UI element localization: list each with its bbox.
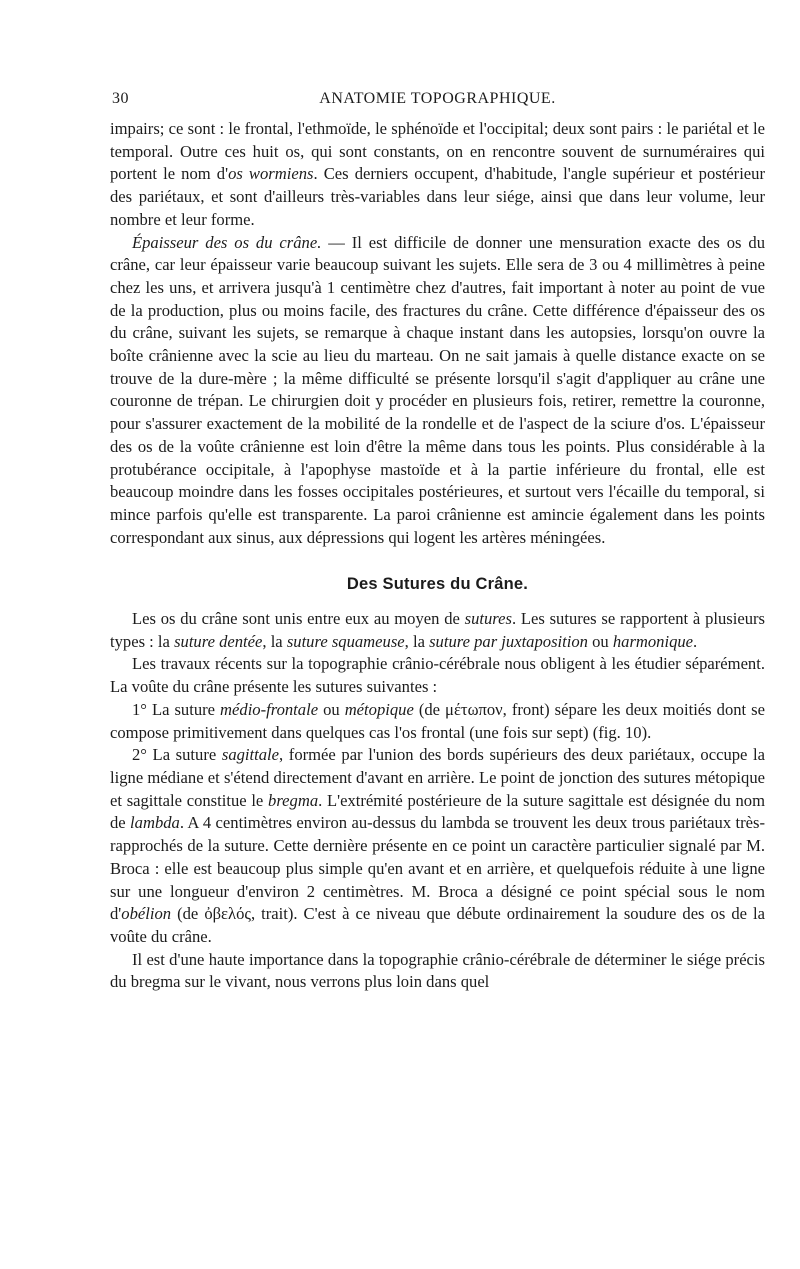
page-number: 30 (112, 90, 129, 107)
text-run: . (693, 631, 698, 651)
paragraph-bones-list (110, 118, 765, 232)
running-head (110, 90, 765, 112)
term-metopique: métopique (344, 699, 414, 719)
text-run: — Il est difficile de donner une mensuration exacte des os du crâne, car leur épaisseur varie beaucoup suivant les sujets. Elle sera de 3 ou 4 millimètres à peine chez les uns, et arrivera jusqu'à 1 centimètre chez d'autres, fait important à noter au point de vue de la production, plus ou moins facile, des fractures du crâne. Cette différence d'épaisseur des os du crâne, suivant les sujets, se remarque à chaque instant dans les autopsies, lorsqu'on ouvre la boîte crânienne avec la scie au lieu du marteau. On ne sait jamais à quelle distance exacte on se trouve de la dure-mère ; la même difficulté se présente lorsqu'il s'agit d'appliquer au crâne une couronne de trépan. Le chirurgien doit y procéder en plusieurs fois, retirer, remettre la couronne, pour s'assurer exactement de la mobilité de la rondelle et de l'aspect de la sciure d'os. L'épaisseur des os de la voûte crânienne est loin d'être la même dans tous les points. Plus considérable à la protubérance occipitale, à l'apophyse mastoïde et à la partie inférieure du frontal, elle est beaucoup moindre dans les fosses occipitales postérieures, et surtout vers l'écaille du temporal, si mince parfois qu'elle est transparente. La paroi crânienne est amincie également dans les points correspondant aux sinus, aux dépressions qui logent les artères méningées. (110, 232, 765, 547)
term-harmonique: harmonique (612, 631, 694, 651)
paragraph-travaux: Les travaux récents sur la topographie crânio-cérébrale nous obligent à les étudier séparément. La voûte du crâne présente les sutures suivantes : (110, 654, 765, 697)
text-run: ou (318, 699, 345, 719)
text-run: . L'extrémité postérieure de la suture sagittale est désignée du nom de (110, 790, 765, 833)
term-suture-squameuse: suture squameuse (286, 631, 405, 651)
text-run: Les os du crâne sont unis entre eux au moyen de (132, 609, 465, 629)
body-text (110, 118, 765, 994)
text-run: . A 4 centimètres environ au-dessus du lambda se trouvent les deux trous pariétaux très-rapprochés de la suture. Cette dernière présente en ce point un caractère particulier signalé par M. Broca : elle est beaucoup plus simple qu'en avant et en arrière, et quelquefois réduite à une ligne sur une longueur d'environ 2 centimètres. M. Broca a désigné ce point spécial sous le nom d' (110, 813, 766, 924)
text-run: (de ὀβελός, trait). C'est à ce niveau que débute ordinairement la soudure des os de la voûte du crâne. (110, 904, 765, 946)
paragraph-sagittale (110, 744, 765, 948)
term-sagittale: sagittale (221, 745, 280, 765)
text-run: (de μέτωπον, front) sépare les deux moitiés dont se compose primitivement dans quelques cas l'os frontal (une fois sur sept) (fig. 10). (110, 699, 765, 742)
text-run: , la (262, 631, 287, 651)
term-os-wormiens: os wormiens (228, 164, 314, 184)
term-bregma: bregma (268, 790, 319, 810)
running-title: ANATOMIE TOPOGRAPHIQUE. (319, 90, 556, 107)
term-medio-frontale: médio-frontale (220, 699, 319, 719)
paragraph-bregma-topographie: Il est d'une haute importance dans la topographie crânio-cérébrale de déterminer le siége précis du bregma sur le vivant, nous verrons plus loin dans quel (110, 949, 765, 992)
term-suture-juxtaposition: suture par juxtaposition (429, 631, 588, 651)
text-run: , formée par l'union des bords supérieurs des deux pariétaux, occupe la ligne médiane et s'étend directement d'avant en arrière. Le point de jonction des sutures métopique et sagittale constitue le (110, 745, 765, 810)
paragraph-epaisseur (110, 232, 765, 550)
section-title: Des Sutures du Crâne. (346, 575, 529, 594)
term-suture-dentee: suture dentée (174, 631, 263, 651)
text-run: , la (404, 631, 430, 651)
text-run: impairs; ce sont : le frontal, l'ethmoïde, le sphénoïde et l'occipital; deux sont pairs : le pariétal et le temporal. Outre ces huit os, qui sont constants, on en rencontre souvent de surnuméraires qui portent le nom d' (110, 119, 765, 184)
paragraph-metopique (110, 699, 765, 744)
term-sutures: sutures (464, 609, 512, 629)
text-run: . Ces derniers occupent, d'habitude, l'angle supérieur et postérieur des pariétaux, et sont d'ailleurs très-variables dans leur siége, ainsi que dans leur volume, leur nombre et leur forme. (110, 164, 765, 229)
text-run: 2° La suture (132, 745, 222, 765)
subheading-epaisseur: Épaisseur des os du crâne. (132, 232, 322, 252)
paragraph-sutures-intro (110, 608, 765, 653)
text-run: 1° La suture (132, 699, 221, 719)
term-obelion: obélion (121, 904, 172, 924)
term-lambda: lambda (130, 813, 180, 833)
text-run: ou (587, 631, 613, 651)
text-run: . Les sutures se rapportent à plusieurs types : la (110, 609, 765, 651)
